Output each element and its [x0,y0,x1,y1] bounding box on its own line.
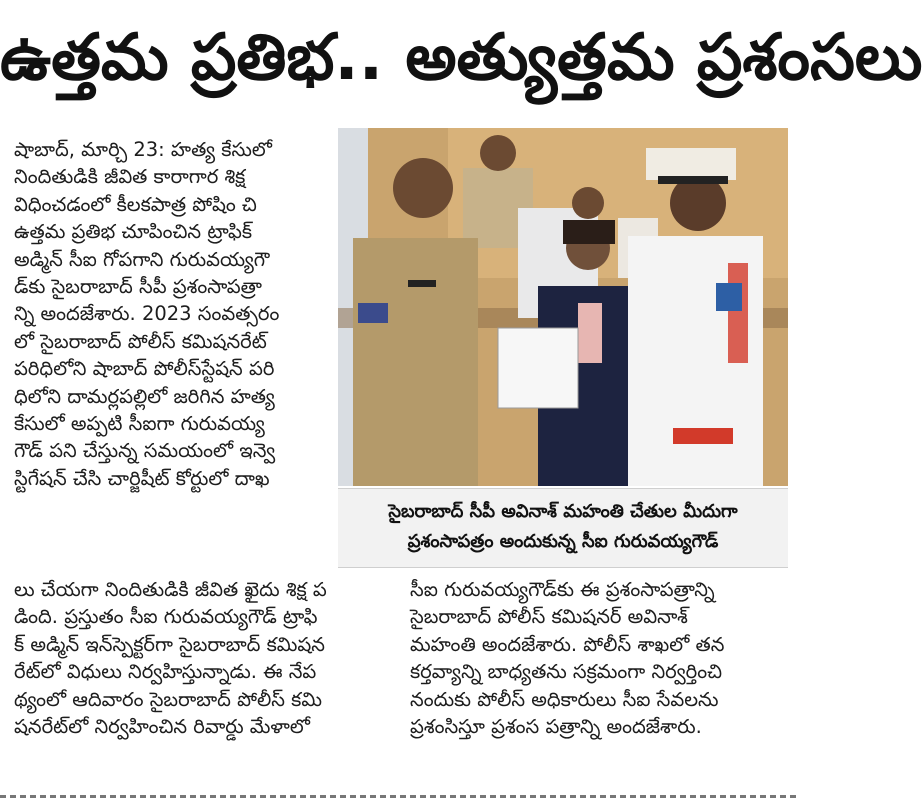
text-line: పరిధిలోని షాబాద్ పోలీస్‌స్టేషన్ పరి [14,357,275,381]
footer-rule [0,795,800,798]
article-column-left [14,136,332,492]
article-column-left-bottom [14,576,394,740]
text-line: అడ్మిన్ సీఐ గోపగాని గురువయ్యగౌ [14,247,270,271]
text-line: గౌడ్ పని చేస్తున్న సమయంలో ఇన్వె [14,439,276,463]
text-line: ధిలోని దామర్లపల్లిలో జరిగిన హత్య [14,384,275,408]
text-line: క్ అడ్మిన్ ఇన్‌స్పెక్టర్‌గా సైబరాబాద్ కమిషన [14,632,325,656]
text-line: కర్తవ్యాన్ని బాధ్యతను సక్రమంగా నిర్వర్తించి [410,660,723,684]
headline: ఉత్తమ ప్రతిభ.. అత్యుత్తమ ప్రశంసలు [0,21,922,95]
article-column-right [410,576,788,740]
text-line: ప్రశంసిస్తూ ప్రశంస పత్రాన్ని అందజేశారు. [410,714,702,738]
text-line: కేసులో అప్పటి సీఐగా గురువయ్య [14,411,265,435]
text-line: నిందితుడికి జీవిత కారాగార శిక్ష [14,165,246,189]
award-ceremony-photo [338,128,788,486]
text-line: మహంతి అందజేశారు. పోలీస్ శాఖలో తన [410,632,725,656]
text-line: విధించడంలో కీలకపాత్ర పోషిం చి [14,192,257,216]
caption-line-1: సైబరాబాద్ సీపీ అవినాశ్ మహంతి చేతుల మీదుగా [388,501,738,522]
text-line: రేట్‌లో విధులు నిర్వహిస్తున్నాడు. ఈ నేప [14,660,317,684]
text-line: ఉత్తమ ప్రతిభ చూపించిన ట్రాఫిక్ [14,220,253,244]
text-line: షనరేట్‌లో నిర్వహించిన రివార్డు మేళాలో [14,714,310,738]
photo-caption [338,488,788,568]
text-line: సీఐ గురువయ్యగౌడ్‌కు ఈ ప్రశంసాపత్రాన్ని [410,578,715,601]
news-photo [338,128,788,486]
text-line: థ్యంలో ఆదివారం సైబరాబాద్ పోలీస్ కమి [14,687,322,711]
text-line: షాబాద్, మార్చి 23: హత్య కేసులో [14,138,272,161]
text-line: డ్‌కు సైబరాబాద్ సీపీ ప్రశంసాపత్రా [14,274,262,298]
text-line: నందుకు పోలీస్ అధికారులు సీఐ సేవలను [410,687,719,711]
caption-line-2: ప్రశంసాపత్రం అందుకున్న సీఐ గురువయ్యగౌడ్ [407,531,719,552]
text-line: న్ని అందజేశారు. 2023 సంవత్సరం [14,302,280,326]
text-line: స్టిగేషన్ చేసి చార్జిషీట్ కోర్టులో దాఖ [14,466,270,490]
text-line: డింది. ప్రస్తుతం సీఐ గురువయ్యగౌడ్ ట్రాఫి [14,605,318,629]
text-line: లు చేయగా నిందితుడికి జీవిత ఖైదు శిక్ష ప [14,578,327,601]
text-line: లో సైబరాబాద్ పోలీస్ కమిషనరేట్ [14,329,267,353]
text-line: సైబరాబాద్ పోలీస్ కమిషనర్ అవినాశ్ [410,605,688,629]
